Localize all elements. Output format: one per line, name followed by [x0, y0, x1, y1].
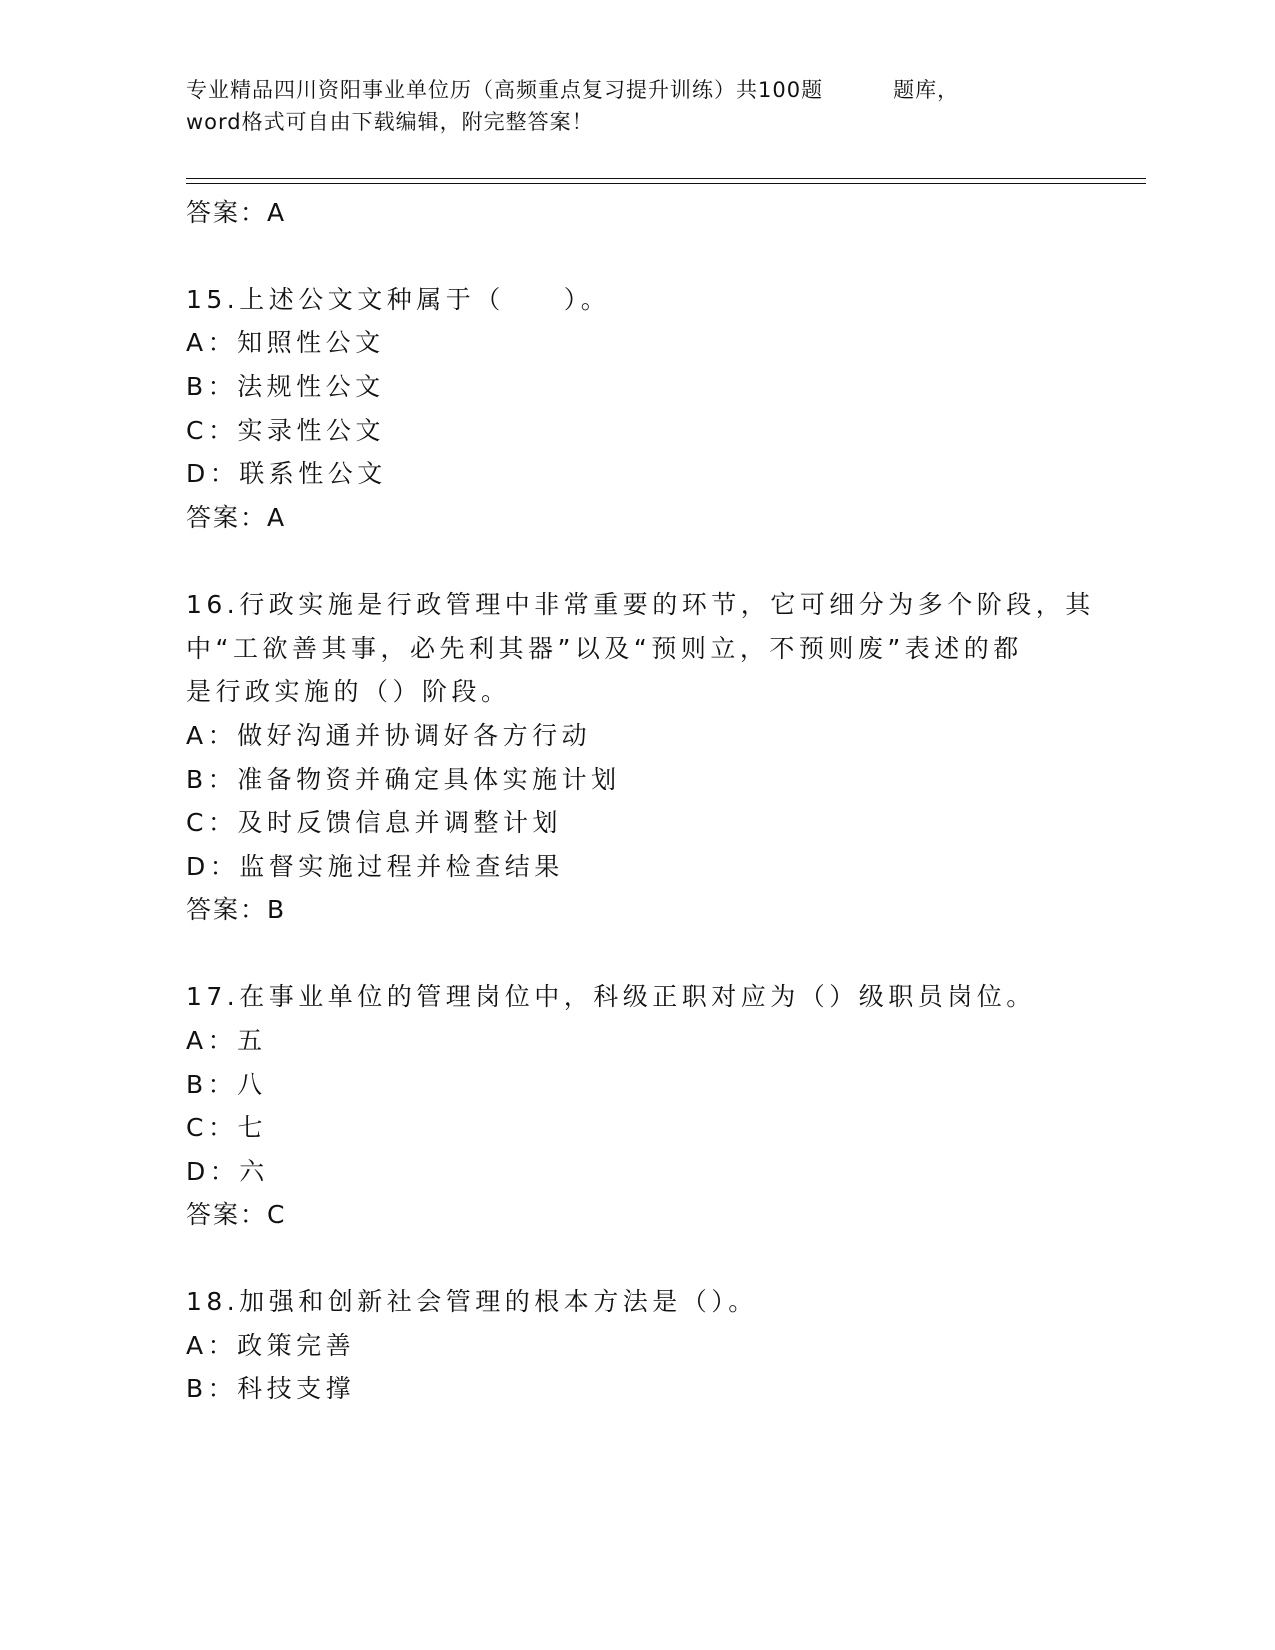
question-15-answer: 答案：A — [186, 503, 287, 532]
question-16-option-b: B：准备物资并确定具体实施计划 — [186, 765, 621, 794]
question-16-stem-line-1: 16.行政实施是行政管理中非常重要的环节，它可细分为多个阶段，其 — [186, 590, 1095, 619]
question-16-stem-line-2: 中“工欲善其事，必先利其器”以及“预则立，不预则废”表述的都 — [186, 634, 1023, 663]
header-rule-top — [186, 178, 1146, 179]
document-header — [186, 74, 1086, 138]
question-16-option-d: D：监督实施过程并检查结果 — [186, 852, 564, 881]
question-17-option-d: D：六 — [186, 1157, 269, 1186]
question-15-option-b: B：法规性公文 — [186, 372, 385, 401]
question-15-option-d: D：联系性公文 — [186, 459, 387, 488]
answer-prev: 答案：A — [186, 198, 287, 227]
question-17-option-a: A：五 — [186, 1026, 267, 1055]
question-17-option-c: C：七 — [186, 1113, 267, 1142]
header-line-2: word格式可自由下载编辑，附完整答案！ — [186, 110, 594, 134]
header-title-suffix: 题库， — [893, 78, 960, 102]
question-15-stem: 15.上述公文文种属于（ ）。 — [186, 285, 611, 314]
header-line-1 — [186, 74, 1086, 106]
question-17-stem: 17.在事业单位的管理岗位中，科级正职对应为（）级职员岗位。 — [186, 982, 1036, 1011]
question-18-stem: 18.加强和创新社会管理的根本方法是（）。 — [186, 1287, 758, 1316]
question-18-option-b: B：科技支撑 — [186, 1374, 356, 1403]
question-16-option-a: A：做好沟通并协调好各方行动 — [186, 721, 592, 750]
question-16-answer: 答案：B — [186, 895, 287, 924]
header-gap — [823, 74, 893, 106]
question-17-answer: 答案：C — [186, 1200, 287, 1229]
question-16-stem-line-3: 是行政实施的（）阶段。 — [186, 677, 511, 706]
question-15-option-c: C：实录性公文 — [186, 416, 385, 445]
header-rule-bottom — [186, 183, 1146, 184]
question-18-option-a: A：政策完善 — [186, 1331, 356, 1360]
question-17-option-b: B：八 — [186, 1070, 267, 1099]
header-title: 专业精品四川资阳事业单位历（高频重点复习提升训练）共100题 — [186, 78, 824, 102]
question-16-option-c: C：及时反馈信息并调整计划 — [186, 808, 562, 837]
question-15-option-a: A：知照性公文 — [186, 328, 385, 357]
